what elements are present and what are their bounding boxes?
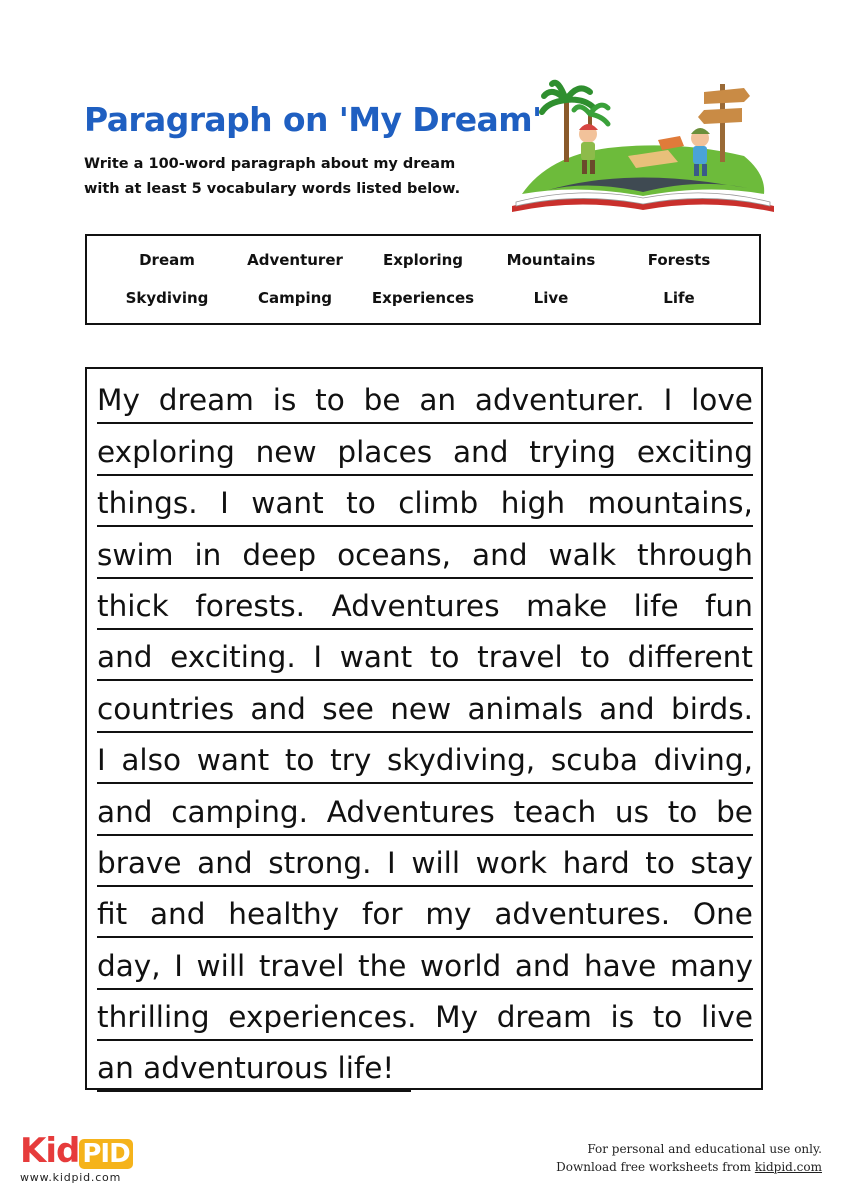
paragraph-word: work — [475, 845, 548, 880]
paragraph-word: to — [429, 640, 460, 675]
paragraph-word: to — [284, 743, 315, 778]
vocabulary-word: Forests — [647, 251, 711, 269]
paragraph-line-text — [97, 378, 753, 422]
paragraph-word: I — [663, 383, 673, 418]
paragraph-word: in — [194, 537, 222, 572]
paragraph-word: brave — [97, 845, 182, 880]
paragraph-word: stay — [690, 845, 753, 880]
paragraph-word: dream — [158, 383, 254, 418]
logo-wordmark — [20, 1133, 140, 1169]
logo-pid: PID — [79, 1139, 132, 1169]
paragraph-word: My — [97, 383, 140, 418]
paragraph-word: many — [669, 948, 753, 983]
paragraph-word: and — [250, 691, 306, 726]
paragraph-line-text — [97, 738, 753, 782]
paragraph-word: will — [411, 845, 461, 880]
paragraph-word: and — [472, 537, 528, 572]
kidpid-link[interactable]: kidpid.com — [754, 1160, 822, 1174]
paragraph-line-text — [97, 944, 753, 988]
paragraph-word: also — [121, 743, 182, 778]
vocabulary-word: Dream — [139, 251, 195, 269]
paragraph-word: through — [637, 537, 753, 572]
paragraph-word: and — [514, 948, 571, 983]
logo-kid: Kid — [20, 1131, 80, 1171]
paragraph-line — [97, 836, 753, 887]
paragraph-word: is — [610, 1000, 635, 1035]
paragraph-word: to — [645, 845, 675, 880]
instruction-line: with at least 5 vocabulary words listed below. — [84, 181, 461, 197]
paragraph-word: mountains, — [587, 486, 753, 521]
paragraph-word: want — [196, 743, 270, 778]
paragraph-word: and — [197, 845, 253, 880]
paragraph-line-text — [97, 995, 753, 1039]
paragraph-line — [97, 887, 753, 938]
paragraph-word: live — [701, 1000, 753, 1035]
paragraph-word: see — [322, 691, 374, 726]
paragraph-word: world — [420, 948, 502, 983]
paragraph-word: walk — [548, 537, 617, 572]
paragraph-line-text — [97, 841, 753, 885]
vocabulary-word: Camping — [257, 289, 333, 307]
page-title: Paragraph on 'My Dream' — [84, 100, 542, 139]
paragraph-line — [97, 424, 753, 475]
paragraph-line — [97, 990, 753, 1041]
paragraph-word: I — [97, 743, 106, 778]
paragraph-word: One — [692, 897, 753, 932]
vocabulary-word: Live — [533, 289, 569, 307]
paragraph-line-text — [97, 481, 753, 525]
paragraph-word: birds. — [670, 691, 753, 726]
paragraph-word: adventurer. — [474, 383, 645, 418]
paragraph-word: countries — [97, 691, 235, 726]
paragraph-word: the — [358, 948, 407, 983]
paragraph-word: thrilling — [97, 1000, 210, 1035]
paragraph-word: make — [526, 588, 608, 623]
paragraph-word: will — [196, 948, 246, 983]
vocabulary-word: Mountains — [506, 251, 596, 269]
paragraph-word: scuba — [550, 743, 638, 778]
paragraph-word: to — [652, 1000, 683, 1035]
paragraph-word: exploring — [97, 434, 235, 469]
paragraph-word: deep — [242, 537, 317, 572]
paragraph-word: exciting — [636, 434, 753, 469]
paragraph-word: to — [315, 383, 345, 418]
paragraph-word: want — [251, 486, 324, 521]
paragraph-word: camping. — [171, 794, 308, 829]
paragraph-word: healthy — [228, 897, 340, 932]
paragraph-word: animals — [467, 691, 583, 726]
paragraph-word: strong. — [268, 845, 372, 880]
paragraph-word: hard — [562, 845, 630, 880]
paragraph-line-text — [97, 430, 753, 474]
paragraph-word: to — [580, 640, 610, 675]
paragraph-box — [85, 367, 763, 1090]
paragraph-word: travel — [477, 640, 563, 675]
paragraph-line-text — [97, 533, 753, 577]
paragraph-word: skydiving, — [386, 743, 536, 778]
vocabulary-word: Adventurer — [247, 251, 343, 269]
paragraph-word: and — [452, 434, 509, 469]
paragraph-word: I — [387, 845, 396, 880]
paragraph-word: new — [255, 434, 317, 469]
vocabulary-word: Life — [663, 289, 695, 307]
paragraph-line — [97, 373, 753, 424]
paragraph-word: life — [633, 588, 679, 623]
footer-line — [556, 1158, 822, 1176]
paragraph-line-text — [97, 790, 753, 834]
paragraph-word: love — [691, 383, 753, 418]
vocabulary-word: Skydiving — [125, 289, 209, 307]
paragraph-word: to — [346, 486, 376, 521]
paragraph-word: forests. — [195, 588, 306, 623]
paragraph-word: different — [627, 640, 753, 675]
paragraph-word: fun — [705, 588, 753, 623]
instruction-line: Write a 100-word paragraph about my dream — [84, 156, 456, 172]
paragraph-line — [97, 784, 753, 835]
vocabulary-grid — [103, 248, 743, 310]
paragraph-word: be — [716, 794, 753, 829]
paragraph-word: Adventures — [331, 588, 500, 623]
paragraph-word: want — [339, 640, 413, 675]
paragraph-line — [97, 579, 753, 630]
vocabulary-word: Experiences — [371, 289, 475, 307]
paragraph-word: for — [361, 897, 403, 932]
paragraph-line-text: an adventurous life! — [97, 1051, 395, 1086]
paragraph-word: and — [97, 640, 153, 675]
paragraph-word: I — [220, 486, 229, 521]
paragraph-word: and — [149, 897, 206, 932]
paragraph-word: day, — [97, 948, 161, 983]
paragraph-word: us — [614, 794, 649, 829]
paragraph-word: Adventures — [326, 794, 495, 829]
paragraph-word: I — [174, 948, 183, 983]
paragraph-line — [97, 938, 753, 989]
paragraph-word: trying — [529, 434, 617, 469]
footer-line: For personal and educational use only. — [587, 1142, 822, 1156]
paragraph-word: and — [97, 794, 153, 829]
paragraph-word: and — [599, 691, 655, 726]
paragraph-word: new — [390, 691, 452, 726]
paragraph-word: oceans, — [337, 537, 452, 572]
paragraph-line — [97, 527, 753, 578]
paragraph-word: fit — [97, 897, 128, 932]
paragraph-word: exciting. — [170, 640, 296, 675]
vocabulary-box — [85, 234, 761, 325]
paragraph-word: high — [500, 486, 566, 521]
paragraph-word: places — [337, 434, 433, 469]
footer-notice — [556, 1140, 822, 1176]
paragraph-word: thick — [97, 588, 169, 623]
paragraph-line — [97, 476, 753, 527]
kidpid-logo[interactable] — [20, 1133, 140, 1189]
paragraph-word: my — [425, 897, 472, 932]
paragraph-line-text — [97, 687, 753, 731]
paragraph-word: travel — [258, 948, 345, 983]
paragraph-line — [97, 681, 753, 732]
paragraph-word: experiences. — [228, 1000, 417, 1035]
paragraph-line — [97, 1041, 411, 1092]
paragraph-word: an — [419, 383, 457, 418]
vocabulary-word: Exploring — [382, 251, 464, 269]
paragraph-word: diving, — [653, 743, 753, 778]
paragraph-word: I — [313, 640, 323, 675]
paragraph-word: things. — [97, 486, 198, 521]
paragraph-lines — [97, 373, 753, 1092]
paragraph-word: My — [435, 1000, 479, 1035]
paragraph-word: try — [330, 743, 372, 778]
paragraph-word: adventures. — [494, 897, 671, 932]
paragraph-word: have — [583, 948, 657, 983]
adventure-book-icon — [508, 78, 778, 214]
paragraph-line — [97, 630, 753, 681]
paragraph-word: be — [363, 383, 401, 418]
paragraph-word: swim — [97, 537, 174, 572]
paragraph-word: climb — [398, 486, 479, 521]
instructions — [84, 152, 504, 202]
paragraph-line-text — [97, 892, 753, 936]
footer-prefix: Download free worksheets from — [556, 1160, 755, 1174]
paragraph-word: teach — [513, 794, 597, 829]
paragraph-line-text — [97, 635, 753, 679]
paragraph-line-text — [97, 584, 753, 628]
logo-url: www.kidpid.com — [20, 1171, 122, 1184]
paragraph-word: is — [272, 383, 297, 418]
paragraph-word: to — [667, 794, 698, 829]
paragraph-line — [97, 733, 753, 784]
paragraph-word: dream — [496, 1000, 592, 1035]
